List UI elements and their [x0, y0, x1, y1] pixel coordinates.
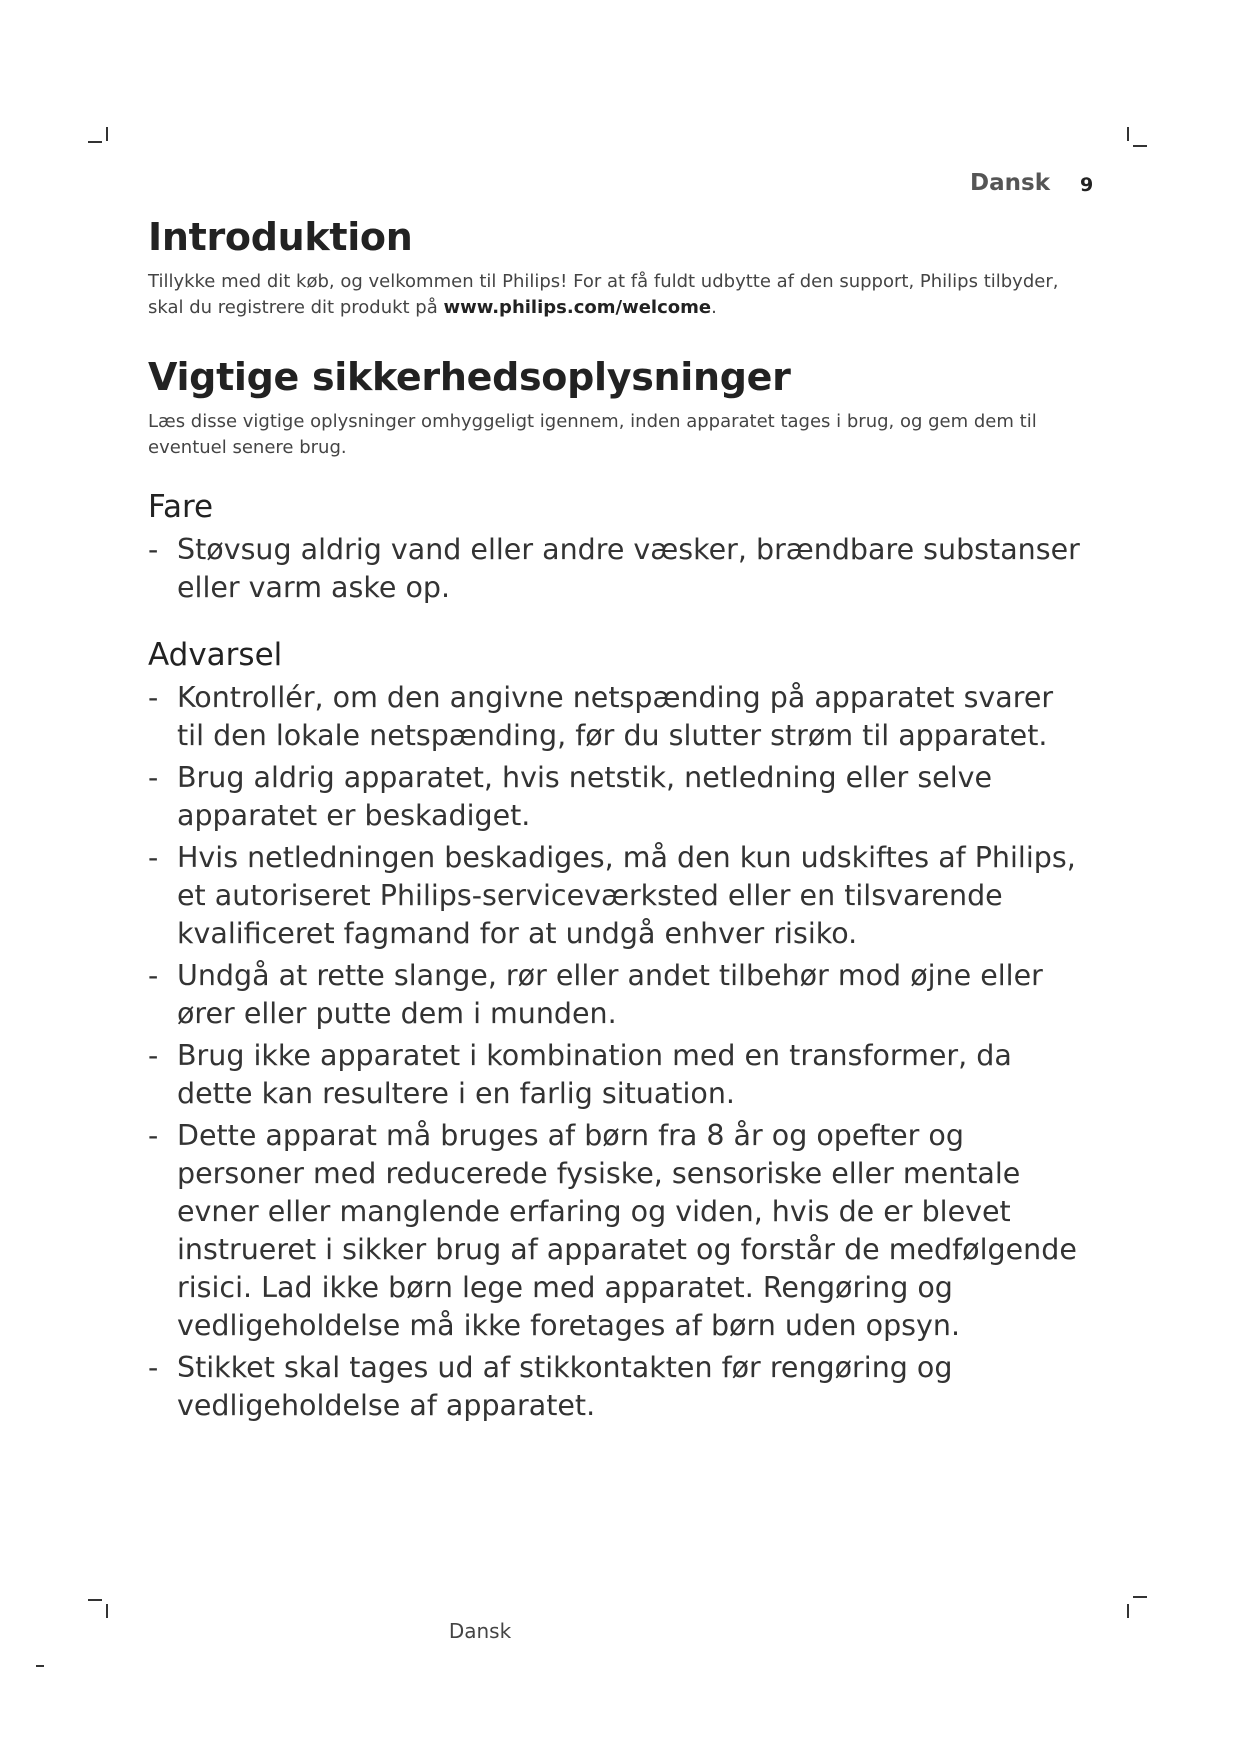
warning-item-text: Stikket skal tages ud af stikkontakten før rengøring og vedligeholdelse af apparatet. — [177, 1351, 953, 1422]
crop-mark-far-bottom-left — [36, 1665, 44, 1667]
crop-mark-top-right-h — [1133, 145, 1147, 147]
crop-mark-bottom-left-v — [106, 1604, 108, 1618]
registration-link[interactable]: www.philips.com/welcome — [443, 297, 712, 318]
bullet-dash: - — [148, 533, 159, 566]
safety-title: Vigtige sikkerhedsoplysninger — [148, 355, 791, 399]
warning-item — [148, 1037, 1083, 1113]
crop-mark-top-left-v — [106, 127, 108, 141]
warning-item — [148, 1349, 1083, 1425]
danger-list — [148, 531, 1083, 607]
warning-heading: Advarsel — [148, 637, 283, 673]
crop-mark-bottom-left-h — [88, 1599, 102, 1601]
bullet-dash: - — [148, 1039, 159, 1072]
crop-mark-top-right-v — [1127, 127, 1129, 141]
introduction-text-body: Tillykke med dit køb, og velkommen til Philips! For at få fuldt udbytte af den support, Philips tilbyder, skal du registrere dit produkt på — [148, 271, 1059, 318]
danger-item-text: Støvsug aldrig vand eller andre væsker, brændbare substanser eller varm aske op. — [177, 533, 1080, 604]
crop-mark-top-left-h — [88, 141, 102, 143]
page-number: 9 — [1080, 174, 1094, 196]
page-content — [148, 215, 1083, 1429]
warning-item — [148, 759, 1083, 835]
warning-item — [148, 1117, 1083, 1345]
warning-item-text: Undgå at rette slange, rør eller andet tilbehør mod øjne eller ører eller putte dem i munden. — [177, 959, 1043, 1030]
bullet-dash: - — [148, 761, 159, 794]
warning-item — [148, 957, 1083, 1033]
introduction-title: Introduktion — [148, 215, 413, 259]
danger-item — [148, 531, 1083, 607]
bullet-dash: - — [148, 1351, 159, 1384]
safety-intro-text: Læs disse vigtige oplysninger omhyggeligt igennem, inden apparatet tages i brug, og gem dem til eventuel senere brug. — [148, 411, 1037, 458]
bullet-dash: - — [148, 1119, 159, 1152]
crop-mark-bottom-right-h — [1133, 1596, 1147, 1598]
introduction-text-end: . — [711, 297, 717, 318]
warning-item-text: Brug aldrig apparatet, hvis netstik, netledning eller selve apparatet er beskadiget. — [177, 761, 993, 832]
bullet-dash: - — [148, 681, 159, 714]
bullet-dash: - — [148, 841, 159, 874]
warning-item-text: Brug ikke apparatet i kombination med en transformer, da dette kan resultere i en farlig situation. — [177, 1039, 1012, 1110]
warning-item-text: Kontrollér, om den angivne netspænding på apparatet svarer til den lokale netspænding, før du slutter strøm til apparatet. — [177, 681, 1054, 752]
warning-list — [148, 679, 1083, 1425]
warning-item — [148, 679, 1083, 755]
crop-mark-bottom-right-v — [1127, 1604, 1129, 1618]
danger-heading: Fare — [148, 489, 214, 525]
warning-item-text: Hvis netledningen beskadiges, må den kun udskiftes af Philips, et autoriseret Philips-serviceværksted eller en tilsvarende kvalificeret fagmand for at undgå enhver risiko. — [177, 841, 1076, 950]
footer-language: Dansk — [448, 1619, 512, 1643]
introduction-text — [148, 269, 1083, 321]
header-language: Dansk — [970, 170, 1050, 196]
warning-item — [148, 839, 1083, 953]
bullet-dash: - — [148, 959, 159, 992]
warning-item-text: Dette apparat må bruges af børn fra 8 år og opefter og personer med reducerede fysiske, sensoriske eller mentale evner eller manglende erfaring og viden, hvis de er blevet instrueret i sikker brug af apparatet og forstår de medfølgende risici. Lad ikke børn lege med apparatet. Rengøring og vedligeholdelse må ikke foretages af børn uden opsyn. — [177, 1119, 1077, 1342]
